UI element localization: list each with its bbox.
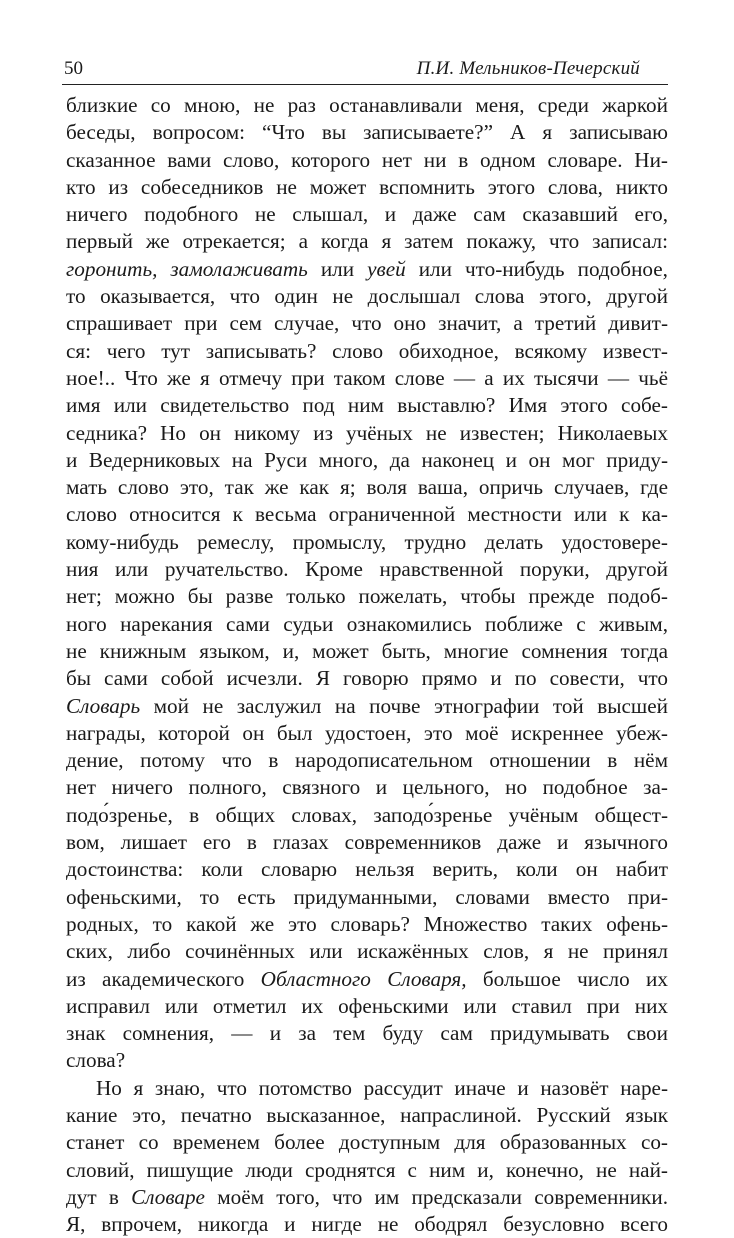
- text-run: первый же отрекается; а когда я затем покажу, что записал:: [66, 229, 668, 254]
- text-line: [66, 228, 668, 255]
- text-run: из академического: [66, 966, 261, 991]
- text-run: нет; можно бы разве только пожелать, чтобы прежде подоб-: [66, 584, 668, 609]
- text-run: нет ничего полного, связного и цельного, но подобное за-: [66, 775, 668, 800]
- text-line: [66, 1047, 668, 1074]
- text-line: [66, 829, 668, 856]
- text-run: вом, лишает его в глазах современников даже и язычного: [66, 830, 668, 855]
- text-run: ничего подобного не слышал, и даже сам сказавший его,: [66, 202, 668, 227]
- text-line: [66, 1129, 668, 1156]
- text-line: [66, 392, 668, 419]
- text-line: [66, 1211, 668, 1238]
- italic-term: Словаре: [131, 1184, 205, 1209]
- text-line: [66, 201, 668, 228]
- text-run: ния или ручательство. Кроме нравственной поруки, другой: [66, 557, 668, 582]
- text-line: [66, 774, 668, 801]
- text-line: [66, 747, 668, 774]
- text-run: ских, либо сочинённых или искажённых слов, я не принял: [66, 939, 668, 964]
- text-run: и Ведерниковых на Руси много, да наконец и он мог приду-: [66, 447, 668, 472]
- text-line: [66, 911, 668, 938]
- text-run: мать слово это, так же как я; воля ваша, опричь случаев, где: [66, 475, 668, 500]
- text-run: моём того, что им предсказали современники.: [204, 1184, 668, 1209]
- text-run: то оказывается, что один не дослышал слова этого, другой: [66, 284, 668, 309]
- text-run: словий, пишущие люди сроднятся с ним и, конечно, не най-: [66, 1157, 668, 1182]
- text-line: [66, 256, 668, 283]
- text-run: ное!.. Что же я отмечу при таком слове — а их тысячи — чьё: [66, 365, 668, 390]
- text-run: награды, которой он был удостоен, это моё искреннее убеж-: [66, 720, 668, 745]
- text-line: [66, 884, 668, 911]
- text-run: близкие со мною, не раз останавливали меня, среди жаркой: [66, 93, 668, 117]
- text-run: сказанное вами слово, которого нет ни в одном словаре. Ни-: [66, 147, 668, 172]
- text-run: спрашивает при сем случае, что оно значит, а третий дивит-: [66, 311, 668, 336]
- text-line: [66, 720, 668, 747]
- text-line: [66, 147, 668, 174]
- text-run: знак сомнения, — и за тем буду сам придумывать свои: [66, 1021, 668, 1046]
- text-run: ного нарекания сами судьи ознакомились поближе с живым,: [66, 611, 668, 636]
- text-run: или что-нибудь подобное,: [405, 256, 668, 281]
- text-run: исправил или отметил их офеньскими или ставил при них: [66, 993, 668, 1018]
- text-run: офеньскими, то есть придуманными, словами вместо при-: [66, 884, 668, 909]
- text-line: [66, 966, 668, 993]
- text-line: [66, 529, 668, 556]
- italic-term: горонить, замолаживать: [66, 256, 308, 281]
- text-run: беседы, вопросом: “Что вы записываете?” А я записываю: [66, 120, 668, 145]
- text-run: станет со временем более доступным для образованных со-: [66, 1130, 668, 1155]
- text-line: [66, 1157, 668, 1184]
- text-line: [66, 501, 668, 528]
- text-run: дение, потому что в народописательном отношении в нём: [66, 748, 668, 773]
- text-run: слово относится к весьма ограниченной местности или к ка-: [66, 502, 668, 527]
- text-line: [66, 365, 668, 392]
- text-run: Я, впрочем, никогда и нигде не ободрял безусловно всего: [66, 1212, 668, 1237]
- text-run: слова?: [66, 1048, 126, 1073]
- text-run: подо́зренье, в общих словах, заподо́зренье учёным общест-: [66, 802, 668, 827]
- text-line: [66, 119, 668, 146]
- text-run: имя или свидетельство под ним выставлю? Имя этого собе-: [66, 393, 668, 418]
- text-run: седника? Но он никому из учёных не известен; Николаевых: [66, 420, 668, 445]
- text-line: [66, 310, 668, 337]
- text-run: большое число их: [466, 966, 668, 991]
- text-line: [66, 583, 668, 610]
- text-run: родных, то какой же это словарь? Множество таких офень-: [66, 911, 668, 936]
- text-run: или: [307, 256, 368, 281]
- text-line: [66, 611, 668, 638]
- text-line: [66, 638, 668, 665]
- text-line: [66, 1075, 668, 1102]
- text-run: кому-нибудь ремеслу, промыслу, трудно делать удостовере-: [66, 529, 668, 554]
- text-line: [66, 92, 668, 119]
- body-text: [66, 92, 668, 1238]
- text-line: [66, 802, 668, 829]
- text-line: [66, 283, 668, 310]
- text-line: [66, 693, 668, 720]
- text-line: [66, 174, 668, 201]
- text-run: Но я знаю, что потомство рассудит иначе и назовёт наре-: [96, 1075, 668, 1100]
- text-run: достоинства: коли словарю нельзя верить, коли он набит: [66, 857, 668, 882]
- text-run: ся: чего тут записывать? слово обиходное, всякому извест-: [66, 338, 668, 363]
- text-run: кание это, печатно высказанное, напраслиной. Русский язык: [66, 1102, 668, 1127]
- italic-term: Словарь: [66, 693, 141, 718]
- page-number: 50: [64, 58, 83, 79]
- text-line: [66, 1184, 668, 1211]
- text-line: [66, 556, 668, 583]
- text-run: кто из собеседников не может вспомнить этого слова, никто: [66, 174, 668, 199]
- text-run: мой не заслужил на почве этнографии той высшей: [140, 693, 668, 718]
- italic-term: Областного Словаря,: [260, 966, 467, 991]
- text-line: [66, 856, 668, 883]
- text-run: не книжным языком, и, может быть, многие сомнения тогда: [66, 638, 668, 663]
- header-rule: [62, 84, 668, 85]
- running-title: П.И. Мельников-Печерский: [416, 58, 640, 79]
- text-line: [66, 938, 668, 965]
- text-line: [66, 993, 668, 1020]
- text-run: дут в: [66, 1184, 132, 1209]
- text-line: [66, 1020, 668, 1047]
- text-line: [66, 665, 668, 692]
- text-line: [66, 420, 668, 447]
- text-line: [66, 1102, 668, 1129]
- text-line: [66, 447, 668, 474]
- running-head: [62, 58, 666, 84]
- text-line: [66, 474, 668, 501]
- text-line: [66, 338, 668, 365]
- italic-term: увей: [367, 256, 406, 281]
- text-run: бы сами собой исчезли. Я говорю прямо и по совести, что: [66, 666, 668, 691]
